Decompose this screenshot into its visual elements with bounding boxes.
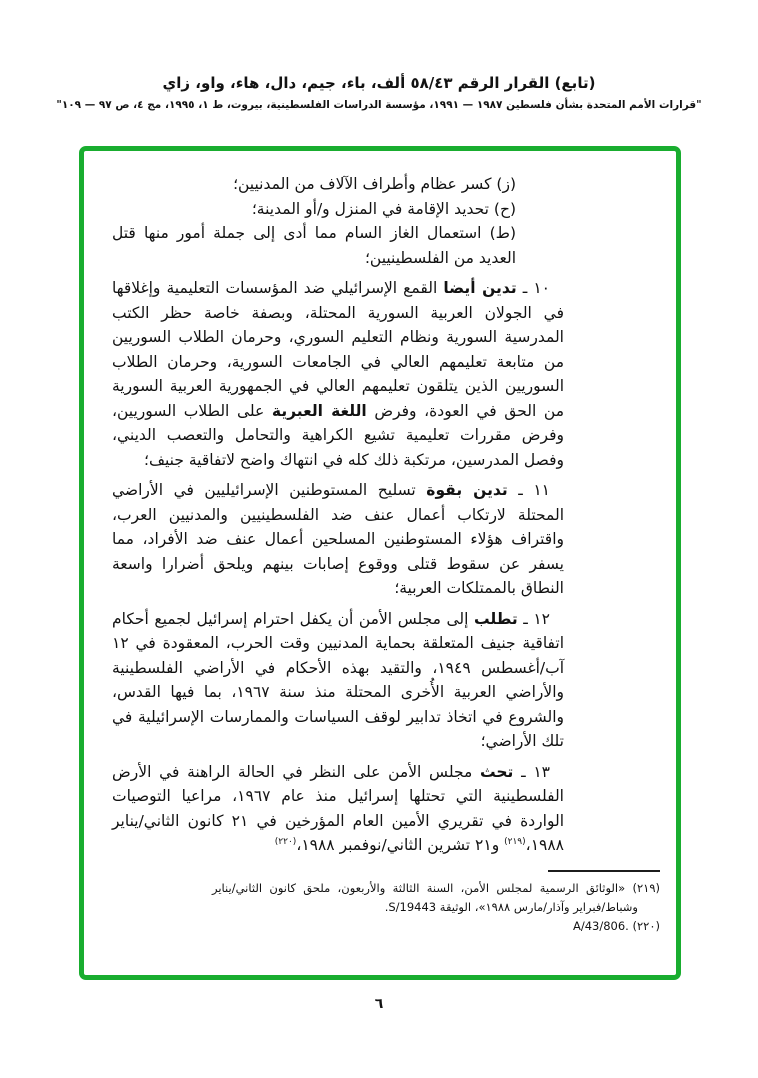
numbered-paragraph	[112, 276, 564, 472]
lettered-subitem	[112, 221, 564, 270]
lettered-subitem	[112, 172, 564, 197]
emphasis-segment: تحث	[479, 762, 514, 781]
footnote-reference: (٢١٩)	[504, 836, 526, 847]
text-segment: القمع الإسرائيلي ضد المؤسسات التعليمية وإغلاقها في الجولان العربية السورية المحتلة، وبصفة خاصة حظر الكتب المدرسية السورية ونظام التعليم السوري، وحرمان الطلاب السوريين من متابعة تعليمهم العالي في الجامعات السورية، وحرمان الطلاب السوريين الذين يتلقون تعليمهم العالي في الجمهورية العربية السورية من الحق في العودة، وفرض	[112, 279, 564, 420]
text-segment: ١٢ ـ	[517, 609, 550, 628]
footnote-reference: (٢٢٠)	[274, 836, 297, 847]
lettered-subitem	[112, 197, 564, 222]
emphasis-segment: تدين بقوة	[426, 481, 508, 499]
text-segment: (٢١٩) «الوثائق الرسمية لمجلس الأمن، السنة الثالثة والأربعون، ملحق كانون الثاني/يناير وشباط/فبراير وآذار/مارس ١٩٨٨»، الوثيقة S/19443.	[212, 880, 660, 914]
text-segment: على الطلاب السوريين، وفرض مقررات تعليمية تشيع الكراهية والتحامل والتعصب الديني، وفصل المدرسين، مرتكبة ذلك كله في انتهاك واضح لاتفاقية جنيف؛	[112, 401, 564, 469]
resolution-title: (تابع) القرار الرقم ٥٨/٤٣ ألف، باء، جيم، دال، هاء، واو، زاي	[162, 74, 596, 92]
page-number: ٦	[374, 996, 384, 1012]
text-segment: ١١ ـ	[507, 481, 550, 499]
lettered-subitems	[112, 172, 564, 270]
text-segment: (ح) تحديد الإقامة في المنزل و/أو المدينة؛	[251, 199, 516, 218]
text-segment: ١٣ ـ	[513, 762, 550, 781]
numbered-paragraphs	[112, 276, 564, 858]
footnote-separator	[548, 870, 660, 872]
text-segment: تسليح المستوطنين الإسرائيليين في الأراضي المحتلة لارتكاب أعمال عنف ضد الفلسطينيين والمدنيين العرب، واقتراف هؤلاء المستوطنين المسلحين أعمال عنف ضد الأفراد، مما يسفر عن سقوط قتلى ووقوع إصابات بينهم ويلحق أضرارا واسعة النطاق بالممتلكات العربية؛	[112, 481, 564, 597]
source-citation: "قرارات الأمم المتحدة بشأن فلسطين ١٩٨٧ — ١٩٩١، مؤسسة الدراسات الفلسطينية، بيروت، ط ١، ١٩٩٥، مج ٤، ص ٩٧ — ١٠٩"	[56, 99, 702, 111]
emphasis-segment: تطلب	[473, 609, 518, 628]
emphasis-segment: تدين أيضا	[443, 279, 517, 297]
text-segment: (ط) استعمال الغاز السام مما أدى إلى جملة أمور منها قتل العديد من الفلسطينيين؛	[112, 224, 516, 267]
footnote-item	[212, 879, 660, 917]
footnote-item	[212, 917, 660, 936]
text-segment: ١٠ ـ	[516, 279, 550, 297]
document-symbol: A/43/806.	[572, 918, 629, 933]
footnotes-section	[212, 870, 660, 936]
text-segment: مجلس الأمن على النظر في الحالة الراهنة في الأرض الفلسطينية التي تحتلها إسرائيل منذ عام ١٩٦٧، مراعيا التوصيات الواردة في تقريري الأمين العام المؤرخين في ٢١ كانون الثاني/يناير ١٩٨٨،	[112, 762, 565, 854]
text-segment: إلى مجلس الأمن أن يكفل احترام إسرائيل لجميع أحكام اتفاقية جنيف المتعلقة بحماية المدنيين وقت الحرب، المعقودة في ١٢ آب/أغسطس ١٩٤٩، والتقيد بهذه الأحكام في الأراضي الفلسطينية والأراضي العربية الأُخرى المحتلة منذ سنة ١٩٦٧، بما فيها القدس، والشروع في اتخاذ تدابير لوقف السياسات والممارسات الإسرائيلية في تلك الأراضي؛	[112, 609, 564, 750]
numbered-paragraph	[112, 478, 564, 601]
resolution-body	[112, 172, 564, 858]
document-header	[0, 74, 758, 112]
text-segment: (ز) كسر عظام وأطراف الآلاف من المدنيين؛	[233, 175, 516, 193]
numbered-paragraph	[112, 607, 564, 754]
text-segment: و٢١ تشرين الثاني/نوفمبر ١٩٨٨،	[296, 836, 505, 854]
footnote-list	[212, 879, 660, 936]
text-segment: (٢٢٠)	[628, 918, 660, 933]
content-frame	[79, 146, 681, 980]
emphasis-segment: اللغة العبرية	[271, 401, 367, 420]
numbered-paragraph	[112, 760, 564, 858]
